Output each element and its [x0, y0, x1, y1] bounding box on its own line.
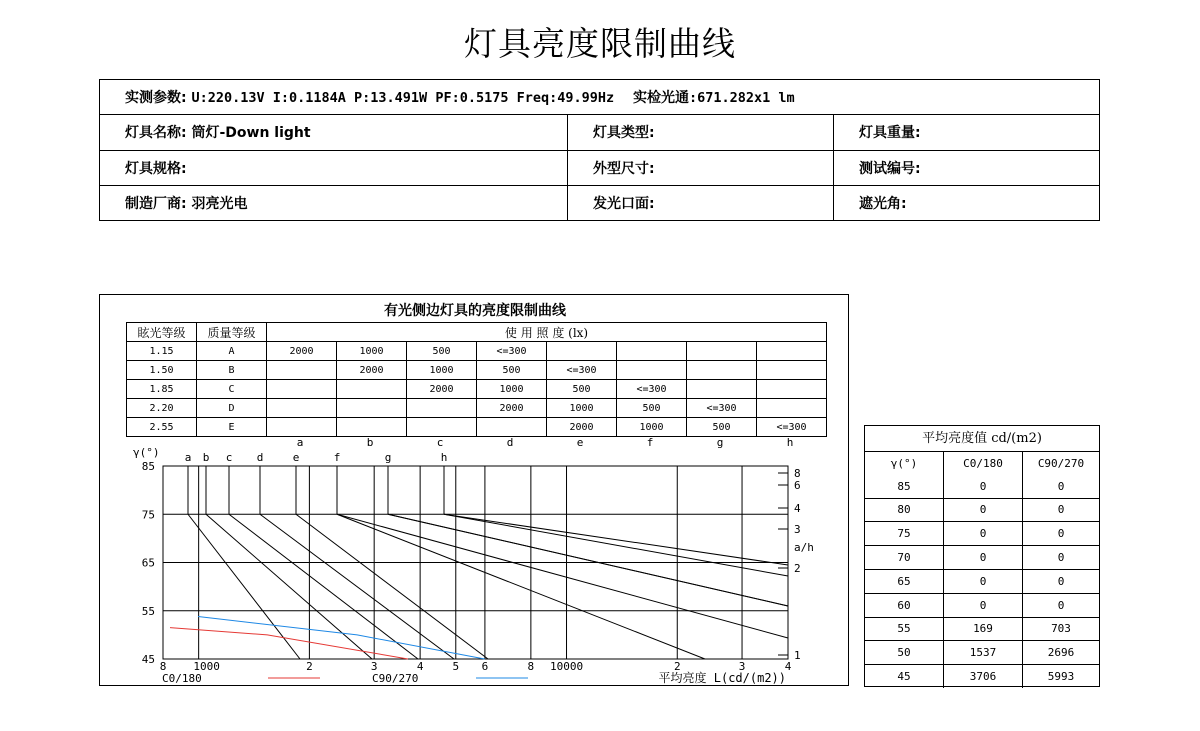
luminance-chart-svg [100, 295, 850, 687]
average-luminance-table [864, 425, 1100, 687]
flux-value: :671.282x1 lm [689, 90, 795, 107]
c0-series-line [170, 628, 408, 659]
luminance-row [865, 617, 1099, 641]
column-letter: h [786, 436, 794, 449]
y-tick-label: 85 [141, 460, 155, 473]
illuminance-cell: 500 [617, 399, 687, 418]
quality-value: D [197, 399, 267, 418]
c0-value: 1537 [944, 641, 1023, 665]
info-row [100, 115, 1100, 150]
c90-value: 703 [1023, 617, 1100, 641]
info-row [100, 185, 1100, 220]
curve-letter: g [384, 451, 392, 464]
c90-value: 0 [1023, 522, 1100, 546]
flux-label: 实检光通 [633, 90, 689, 107]
glare-value: 2.20 [127, 399, 197, 418]
illuminance-cell: 500 [687, 418, 757, 437]
right-scale-label: 3 [794, 523, 801, 536]
illuminance-cell: 2000 [477, 399, 547, 418]
emitting-surface-cell: 发光口面: [568, 185, 834, 220]
c90-value: 5993 [1047, 670, 1075, 684]
curve-letter: h [440, 451, 448, 464]
c90-value: 0 [1023, 498, 1100, 522]
quality-value: C [197, 380, 267, 399]
x-tick-label: 2 [306, 660, 313, 673]
luminance-row [865, 593, 1099, 617]
x-tick-label: 4 [416, 660, 424, 673]
c90-value: 2696 [1023, 641, 1100, 665]
illuminance-cell: 1000 [617, 418, 687, 437]
x-tick-label: 10000 [549, 660, 584, 673]
curve-letter: c [225, 451, 233, 464]
right-scale-label: 2 [794, 562, 801, 575]
x-tick-label: 2 [673, 660, 681, 673]
gamma-value: 55 [865, 617, 944, 641]
c90-series-line [198, 617, 485, 659]
y-tick-label: 55 [141, 604, 155, 618]
c0-value: 0 [944, 498, 1023, 522]
measured-params-cell [100, 80, 1100, 115]
gamma-value: 65 [865, 569, 944, 593]
glare-class-header: 眩光等级 [127, 323, 197, 342]
right-scale-label: 6 [794, 479, 801, 492]
c90-header: C90/270 [1037, 456, 1085, 470]
legend-c0-label: C0/180 [162, 672, 202, 685]
quality-value: B [197, 361, 267, 380]
c90-value: 0 [1023, 475, 1100, 498]
x-tick-label: 1000 [193, 660, 220, 673]
illuminance-cell: 2000 [337, 361, 407, 380]
luminance-row [865, 641, 1099, 665]
column-letter: g [716, 436, 724, 449]
luminaire-weight-cell: 灯具重量: [834, 115, 1100, 150]
column-letter: d [506, 436, 514, 449]
illuminance-cell: 2000 [407, 380, 477, 399]
y-axis-symbol: γ(°) [133, 446, 160, 459]
column-letter: e [576, 436, 584, 449]
illuminance-cell: <=300 [617, 380, 687, 399]
legend-c90-label: C90/270 [372, 672, 419, 685]
right-scale-label: 8 [794, 467, 801, 480]
luminaire-type-cell: 灯具类型: [568, 115, 834, 150]
quality-value: A [197, 342, 267, 361]
luminance-header-row [865, 452, 1099, 475]
column-letter: c [436, 436, 444, 449]
illuminance-cell: 1000 [407, 361, 477, 380]
quality-class-header: 质量等级 [197, 323, 267, 342]
c90-value: 0 [1023, 546, 1100, 570]
c0-value: 0 [944, 475, 1023, 498]
glare-value: 1.50 [127, 361, 197, 380]
measured-value: U:220.13V I:0.1184A P:13.491W PF:0.5175 Freq:49.99Hz [191, 90, 615, 107]
page-title: 灯具亮度限制曲线 [464, 24, 736, 63]
c0-value: 0 [944, 546, 1023, 570]
limit-curve [229, 514, 418, 659]
test-number-cell: 测试编号: [834, 150, 1100, 185]
illuminance-cell: <=300 [547, 361, 617, 380]
gamma-value: 45 [865, 665, 944, 688]
curve-letter: d [256, 451, 264, 464]
x-tick-label: 3 [738, 660, 746, 673]
measured-label: 实测参数: [125, 90, 187, 107]
x-tick-label: 8 [527, 660, 535, 673]
luminance-limit-chart [99, 294, 849, 686]
curve-letter: f [333, 451, 341, 464]
info-table [99, 79, 1100, 221]
x-axis-label: 平均亮度 L(cd/(m2)) [658, 671, 786, 685]
luminance-row [865, 569, 1099, 593]
x-tick-label: 6 [481, 660, 489, 673]
curve-letter: b [202, 451, 210, 464]
column-letter: b [366, 436, 374, 449]
info-row [100, 150, 1100, 185]
limit-curve [388, 514, 788, 606]
c0-value: 0 [944, 593, 1023, 617]
column-letter: f [646, 436, 654, 449]
column-letter: a [296, 436, 304, 449]
gamma-value: 75 [865, 522, 944, 546]
x-tick-label: 5 [452, 660, 460, 673]
chart-title: 有光侧边灯具的亮度限制曲线 [384, 303, 566, 319]
luminance-table-title: 平均亮度值 cd/(m2) [865, 426, 1099, 452]
luminaire-spec-cell: 灯具规格: [100, 150, 568, 185]
luminaire-name-cell: 灯具名称: 筒灯-Down light [100, 115, 568, 150]
c0-header: C0/180 [944, 452, 1023, 475]
c0-value: 3706 [944, 665, 1023, 688]
c0-value: 0 [944, 522, 1023, 546]
illuminance-header: 使 用 照 度 (lx) [267, 323, 827, 342]
illuminance-cell: 500 [547, 380, 617, 399]
illuminance-cell: 1000 [547, 399, 617, 418]
right-scale-label: 4 [794, 502, 801, 515]
y-tick-label: 65 [141, 556, 155, 570]
curve-letter: a [184, 451, 192, 464]
x-tick-label: 3 [370, 660, 378, 673]
illuminance-cell: 500 [407, 342, 477, 361]
y-tick-label: 75 [141, 508, 155, 522]
luminance-table [865, 452, 1099, 688]
glare-value: 1.85 [127, 380, 197, 399]
luminance-row [865, 475, 1099, 498]
gamma-value: 85 [865, 475, 944, 498]
gamma-value: 50 [865, 641, 944, 665]
gamma-value: 60 [865, 593, 944, 617]
c90-value: 0 [1023, 569, 1100, 593]
x-tick-label: 8 [159, 660, 167, 673]
illuminance-cell: <=300 [757, 418, 827, 437]
limit-curve [337, 514, 788, 638]
illuminance-cell: 2000 [267, 342, 337, 361]
quality-value: E [197, 418, 267, 437]
right-scale-label: 1 [794, 649, 801, 662]
y-tick-label: 45 [141, 653, 155, 666]
illuminance-cell: 1000 [477, 380, 547, 399]
x-tick-label: 4 [784, 660, 792, 673]
illuminance-cell: 1000 [337, 342, 407, 361]
luminance-row [865, 522, 1099, 546]
cutoff-angle-cell: 遮光角: [834, 185, 1100, 220]
illuminance-cell: <=300 [477, 342, 547, 361]
manufacturer-cell: 制造厂商: 羽亮光电 [100, 185, 568, 220]
gamma-value: 80 [865, 498, 944, 522]
luminance-row [865, 498, 1099, 522]
illuminance-cell: <=300 [687, 399, 757, 418]
curve-letter: e [292, 451, 300, 464]
dimensions-cell: 外型尺寸: [568, 150, 834, 185]
luminance-row [865, 665, 1099, 688]
glare-value: 2.55 [127, 418, 197, 437]
c0-value: 169 [944, 617, 1023, 641]
c90-value: 0 [1023, 593, 1100, 617]
gamma-header: γ(°) [865, 452, 944, 475]
info-row-measured [100, 80, 1100, 115]
illuminance-cell: 2000 [547, 418, 617, 437]
glare-value: 1.15 [127, 342, 197, 361]
right-scale-label: a/h [794, 541, 814, 554]
c0-value: 0 [944, 569, 1023, 593]
illuminance-cell: 500 [477, 361, 547, 380]
luminance-row [865, 546, 1099, 570]
gamma-value: 70 [865, 546, 944, 570]
